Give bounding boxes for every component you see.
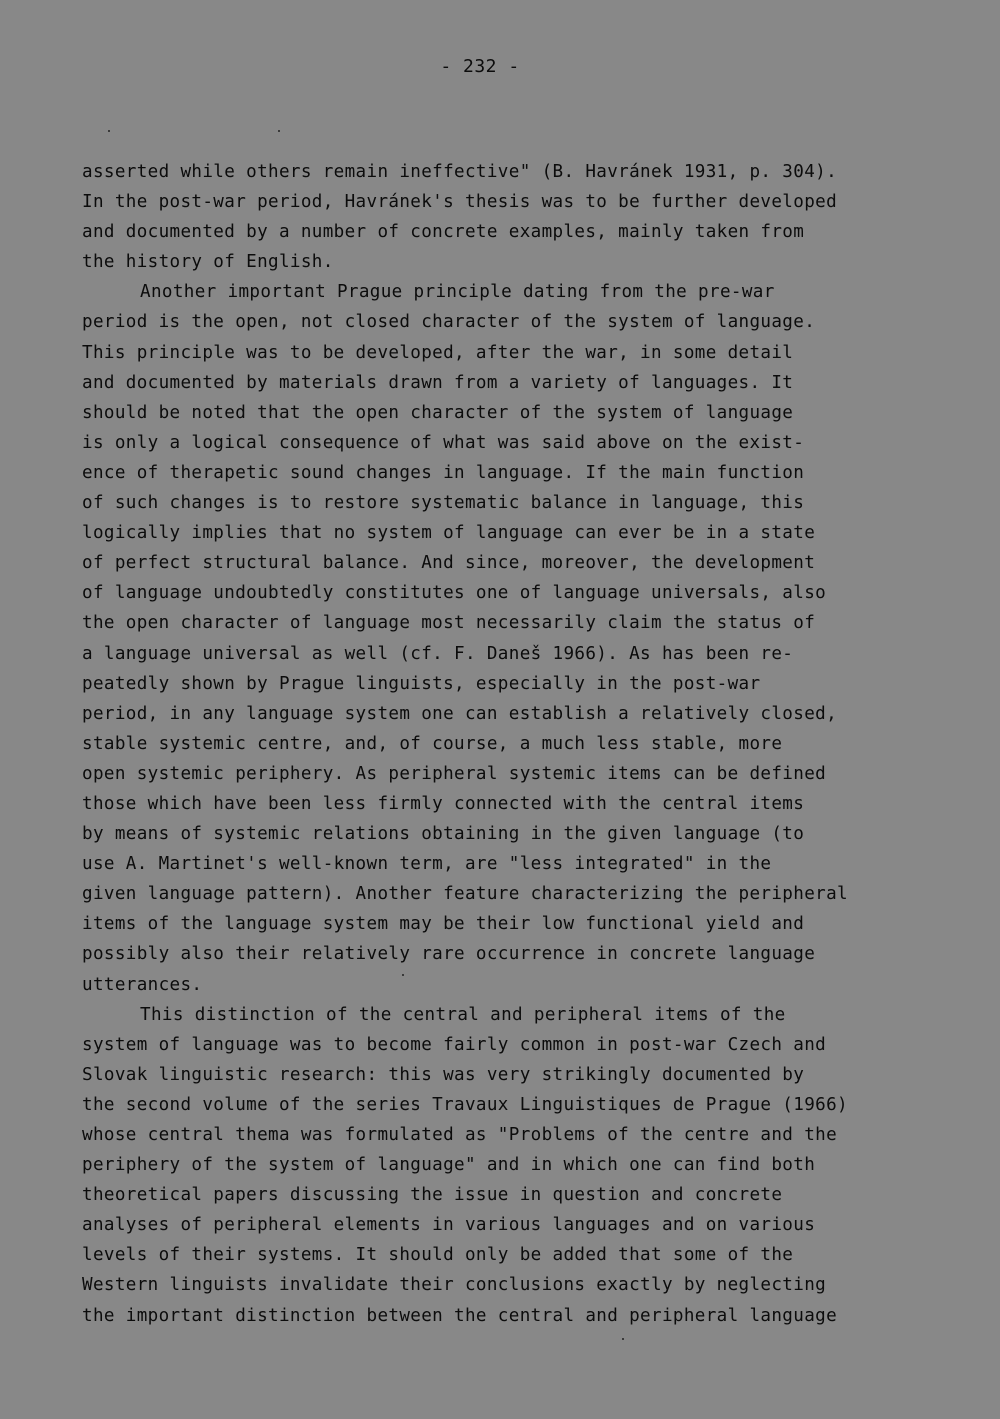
text-line: should be noted that the open character of the system of language <box>82 402 794 423</box>
text-line: Western linguists invalidate their conclusions exactly by neglecting <box>82 1275 827 1296</box>
text-line: levels of their systems. It should only be added that some of the <box>82 1245 794 1266</box>
text-line: periphery of the system of language" and in which one can find both <box>82 1155 816 1176</box>
paragraph-first-line: This distinction of the central and peripheral items of the <box>140 1004 786 1025</box>
text-line: given language pattern). Another feature characterizing the peripheral <box>82 884 848 905</box>
scan-speck <box>278 130 280 132</box>
text-line: period is the open, not closed character of the system of language. <box>82 312 816 333</box>
text-line: theoretical papers discussing the issue in question and concrete <box>82 1185 783 1206</box>
text-line: of language undoubtedly constitutes one of language universals, also <box>82 583 827 604</box>
paragraph-first-line: Another important Prague principle dating from the pre-war <box>140 282 775 303</box>
text-line: items of the language system may be their low functional yield and <box>82 914 805 935</box>
text-line: use A. Martinet's well-known term, are "less integrated" in the <box>82 854 772 875</box>
text-line: Slovak linguistic research: this was very strikingly documented by <box>82 1064 805 1085</box>
page-number: - 232 - <box>440 56 520 77</box>
text-line: those which have been less firmly connected with the central items <box>82 793 805 814</box>
text-line: utterances. <box>82 974 203 995</box>
text-line: the open character of language most necessarily claim the status of <box>82 613 816 634</box>
text-line: In the post-war period, Havránek's thesis was to be further developed <box>82 192 838 213</box>
text-line: ence of therapetic sound changes in language. If the main function <box>82 462 805 483</box>
body-text <box>82 157 942 1331</box>
text-line: system of language was to become fairly common in post-war Czech and <box>82 1034 827 1055</box>
text-line: possibly also their relatively rare occurrence in concrete language <box>82 944 816 965</box>
text-line: is only a logical consequence of what was said above on the exist- <box>82 432 805 453</box>
text-line: open systemic periphery. As peripheral systemic items can be defined <box>82 763 827 784</box>
text-line: of perfect structural balance. And since, moreover, the development <box>82 553 816 574</box>
scan-speck <box>622 1338 624 1340</box>
text-line: whose central thema was formulated as "Problems of the centre and the <box>82 1125 838 1145</box>
text-line: of such changes is to restore systematic balance in language, this <box>82 493 805 514</box>
text-line: and documented by materials drawn from a variety of languages. It <box>82 372 794 393</box>
text-line: the history of English. <box>82 252 334 273</box>
text-line: period, in any language system one can establish a relatively closed, <box>82 703 838 724</box>
text-line: analyses of peripheral elements in various languages and on various <box>82 1215 816 1236</box>
scan-speck <box>108 130 110 132</box>
text-line: a language universal as well (cf. F. Daneš 1966). As has been re- <box>82 643 794 664</box>
text-line: This principle was to be developed, after the war, in some detail <box>82 342 794 363</box>
text-line: asserted while others remain ineffective" (B. Havránek 1931, p. 304). <box>82 162 838 182</box>
text-line: and documented by a number of concrete examples, mainly taken from <box>82 222 805 243</box>
text-line: the second volume of the series Travaux Linguistiques de Prague (1966) <box>82 1094 848 1115</box>
text-line: logically implies that no system of language can ever be in a state <box>82 523 816 544</box>
text-line: the important distinction between the central and peripheral language <box>82 1305 838 1326</box>
text-line: peatedly shown by Prague linguists, especially in the post-war <box>82 673 761 694</box>
text-line: stable systemic centre, and, of course, a much less stable, more <box>82 733 783 754</box>
text-line: by means of systemic relations obtaining in the given language (to <box>82 824 805 845</box>
